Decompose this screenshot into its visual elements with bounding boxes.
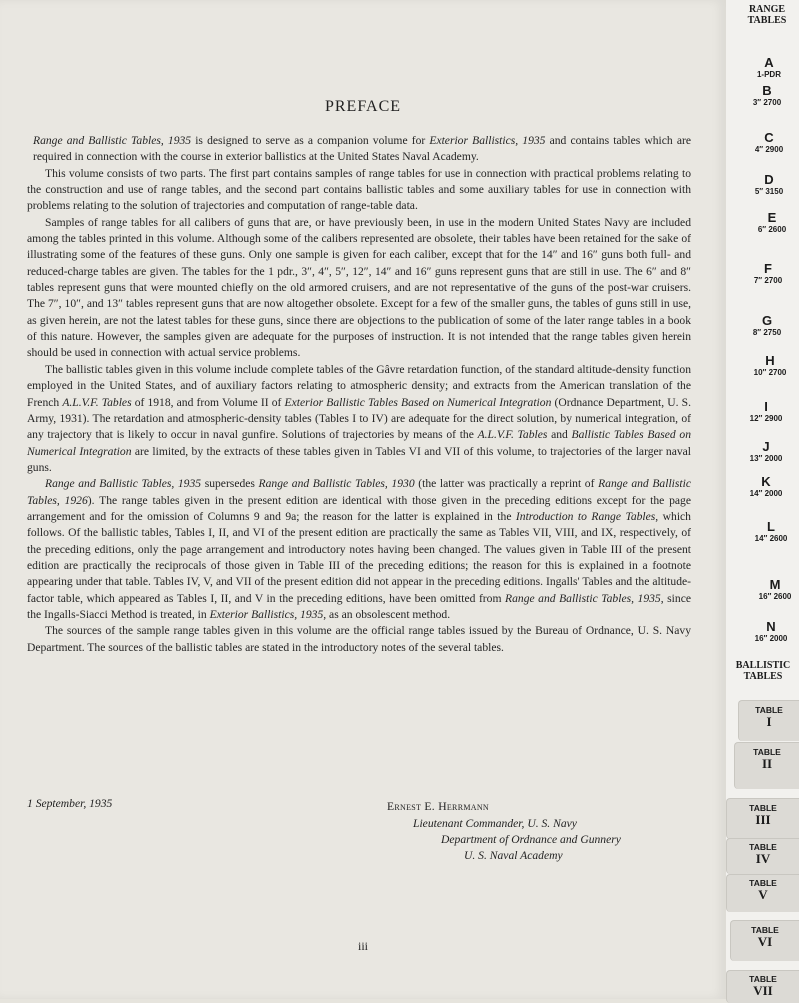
tab-word: TABLE [749,878,777,888]
tab-table-iii[interactable] [726,798,799,839]
tab-letter: D [764,172,774,187]
tab-table-iv[interactable] [726,838,799,874]
tab-range-b[interactable] [735,84,799,108]
tab-caliber: 12″ 2900 [749,414,783,423]
tab-letter: H [765,353,775,368]
text-run: ). The range tables given in the present edition are identical with those given in the preceding editions except for the page arrangement and for the omission of Columns 9 and 9a; the reason for the latter is explained in the [27,493,691,523]
tab-numeral: VII [753,983,773,998]
tab-letter: G [761,313,773,328]
text-run: are limited, by the extracts of these tables given in Tables VI and VII of this volume, to trajectories of the larger naval guns. [27,444,692,474]
italic-title: Ballistic Tables Based on Numerical Integration [27,428,691,458]
tab-range-n[interactable] [743,620,799,644]
tab-caliber: 13″ 2000 [749,454,783,463]
tab-caliber: 16″ 2600 [758,592,792,601]
tab-numeral: IV [755,851,771,866]
ballistic-tables-header [727,660,799,682]
tab-word: TABLE [749,842,777,852]
preface-paragraph [27,133,691,166]
preface-paragraph [27,623,691,656]
tab-letter: E [767,210,777,225]
tab-letter: L [767,519,775,534]
tab-table-i[interactable] [738,700,799,741]
tab-word: TABLE [749,974,777,984]
text-run: supersedes [201,477,259,491]
tab-letter: C [764,130,774,145]
text-run: , since the Ingalls-Siacci Method is treated, in [27,591,691,621]
tab-word: TABLE [755,705,783,715]
tab-table-vii[interactable] [726,970,799,1003]
tab-table-ii[interactable] [734,742,799,789]
italic-title: Range and Ballistic Tables, 1935 [33,134,192,147]
tab-numeral: V [758,887,768,902]
preface-body [27,133,691,656]
ballistic-header-line2: TABLES [743,671,783,682]
italic-title: Exterior Ballistics, 1935 [429,134,546,147]
tab-table-v[interactable] [726,874,799,912]
tab-numeral: I [766,714,772,729]
page-number: iii [357,939,368,953]
tab-range-a[interactable] [739,56,799,80]
tab-caliber: 14″ 2000 [749,489,783,498]
tab-caliber: 4″ 2900 [754,145,784,154]
signature-rank: Lieutenant Commander, U. S. Navy [413,817,577,830]
tab-range-h[interactable] [741,354,799,378]
text-run: , which follows. Of the ballistic tables, Tables I, II, and VI of the present edition are practically the same as Tables VII, VIII, and IX, respectively, of the preceding editions, only the page arrangement and introductory notes having been changed. The values given in Table III of the present edition are practically the reciprocals of those given in Table III of the preceding editions; the reason for this is explained in a footnote appearing under that table. Tables IV, V, and VII of the present edition did not appear in the preceding editions. Ingalls' Tables and the altitude-factor table, which appeared as Tables I, II, and V in the preceding editions, have been omitted from [27,509,691,605]
text-run: This volume consists of two parts. The first part contains samples of range tables for use in connection with practical problems relating to the construction and use of range tables, and the second part contains ballistic tables and some auxiliary tables for use in connection with problems relating to the solution of trajectories and computation of range-table data. [27,166,691,213]
tab-letter: K [761,474,771,489]
italic-title: Range and Ballistic Tables, 1935 [45,477,202,491]
ballistic-header-line1: BALLISTIC [735,660,791,671]
tab-caliber: 14″ 2600 [754,534,788,543]
preface-paragraph [27,215,691,362]
tab-range-d[interactable] [739,173,799,197]
tab-caliber: 3″ 2700 [752,98,782,107]
tab-word: TABLE [749,803,777,813]
date-line: 1 September, 1935 [27,797,113,810]
tab-letter: N [766,619,776,634]
range-header-line1: RANGE [748,4,786,15]
italic-title: Range and Ballistic Tables, 1926 [27,477,691,507]
tab-numeral: II [761,756,773,771]
tab-letter: J [762,439,770,454]
signature-department: Department of Ordnance and Gunnery [441,833,621,846]
tab-letter: F [764,261,772,276]
text-run: The sources of the sample range tables given in this volume are the official range tables issued by the Bureau of Ordnance, U. S. Navy Department. The sources of the ballistic tables are stated in the introductory notes of the several tables. [27,624,691,654]
tab-range-i[interactable] [733,400,799,424]
tab-range-l[interactable] [743,520,799,544]
range-header-line2: TABLES [747,15,787,26]
tab-caliber: 5″ 3150 [754,187,784,196]
italic-title: A.L.V.F. Tables [477,428,548,442]
italic-title: Exterior Ballistic Tables Based on Numerical Integration [284,395,552,409]
text-run: is designed to serve as a companion volume for [191,134,430,147]
text-run: (the latter was practically a reprint of [414,477,599,491]
tab-caliber: 16″ 2000 [754,634,788,643]
thumb-index [726,0,799,999]
signature-name: Ernest E. Herrmann [387,800,489,813]
text-run: The ballistic tables given in this volume include complete tables of the Gâvre retardation function, of the standard altitude-density function employed in the United States, and of auxiliary factors relating to atmospheric density; and extracts from the American translation of the French [27,362,691,409]
italic-title: Exterior Ballistics, 1935 [209,607,324,621]
tab-caliber: 6″ 2600 [757,225,787,234]
tab-caliber: 10″ 2700 [753,368,787,377]
tab-numeral: III [755,812,771,827]
tab-word: TABLE [753,747,781,757]
range-tables-header [735,4,799,26]
italic-title: Introduction to Range Tables [515,509,656,523]
italic-title: Range and Ballistic Tables, 1935 [505,591,661,605]
tab-letter: A [764,55,774,70]
tab-range-f[interactable] [737,262,799,286]
text-run: and contains tables which are required in connection with the course in exterior ballistics at the United States Naval Academy. [33,134,691,164]
tab-range-m[interactable] [751,578,799,602]
tab-numeral: VI [757,934,773,949]
tab-letter: M [769,577,781,592]
text-run: Samples of range tables for all calibers of guns that are, or have previously been, in use in the modern United States Navy are included among the tables printed in this volume. Although some of the calibers represented are obsolete, their tables have been retained for the sake of illustrating some of the features of these guns. Only one sample is given for each caliber, except that for the 14″ and 16″ guns both full- and reduced-charge tables are given. The tables for the 1 pdr., 3″, 4″, 5″, 12″, 14″ and 16″ guns represent guns that are still in use. The 6″ and 8″ tables represent guns that were mounted chiefly on the old armored cruisers, and are not representative of the guns of the post-war cruisers. The 7″, 10″, and 13″ tables represent guns that are now altogether obsolete. Except for a few of the smaller guns, the tables of guns still in use, as given herein, are not the latest tables for these guns, since there are objections to the publication of some of the later range tables in a book of this nature. However, the samples given are adequate for the purposes of instruction. It is not intended that the range tables given herein should be used in connection with actual service problems. [27,215,691,360]
italic-title: A.L.V.F. Tables [62,395,132,409]
tab-caliber: 8″ 2750 [752,328,782,337]
tab-caliber: 7″ 2700 [753,276,783,285]
tab-range-k[interactable] [733,475,799,499]
preface-paragraph [27,166,691,215]
text-run: and [547,428,572,442]
tab-range-j[interactable] [733,440,799,464]
tab-range-g[interactable] [735,314,799,338]
text-run: (Ordnance Department, U. S. Army, 1931). The retardation and atmospheric-density tables (Tables I to IV) are adequate for the direct solution, by numerical integration, of any trajectory that is likely to occur in naval gunfire. Solutions of trajectories by means of the [27,395,691,442]
tab-range-e[interactable] [745,211,799,235]
preface-paragraph [27,362,691,476]
tab-word: TABLE [751,925,779,935]
tab-range-c[interactable] [739,131,799,155]
text-run: of 1918, and from Volume II of [131,395,285,409]
preface-paragraph [27,476,691,623]
signature-institution: U. S. Naval Academy [464,849,563,862]
page-title: PREFACE [324,98,402,115]
tab-letter: I [764,399,768,414]
text-run: , as an obsolescent method. [323,607,451,621]
tab-letter: B [762,83,772,98]
italic-title: Range and Ballistic Tables, 1930 [258,477,415,491]
tab-caliber: 1-PDR [756,70,781,79]
tab-table-vi[interactable] [730,920,799,961]
